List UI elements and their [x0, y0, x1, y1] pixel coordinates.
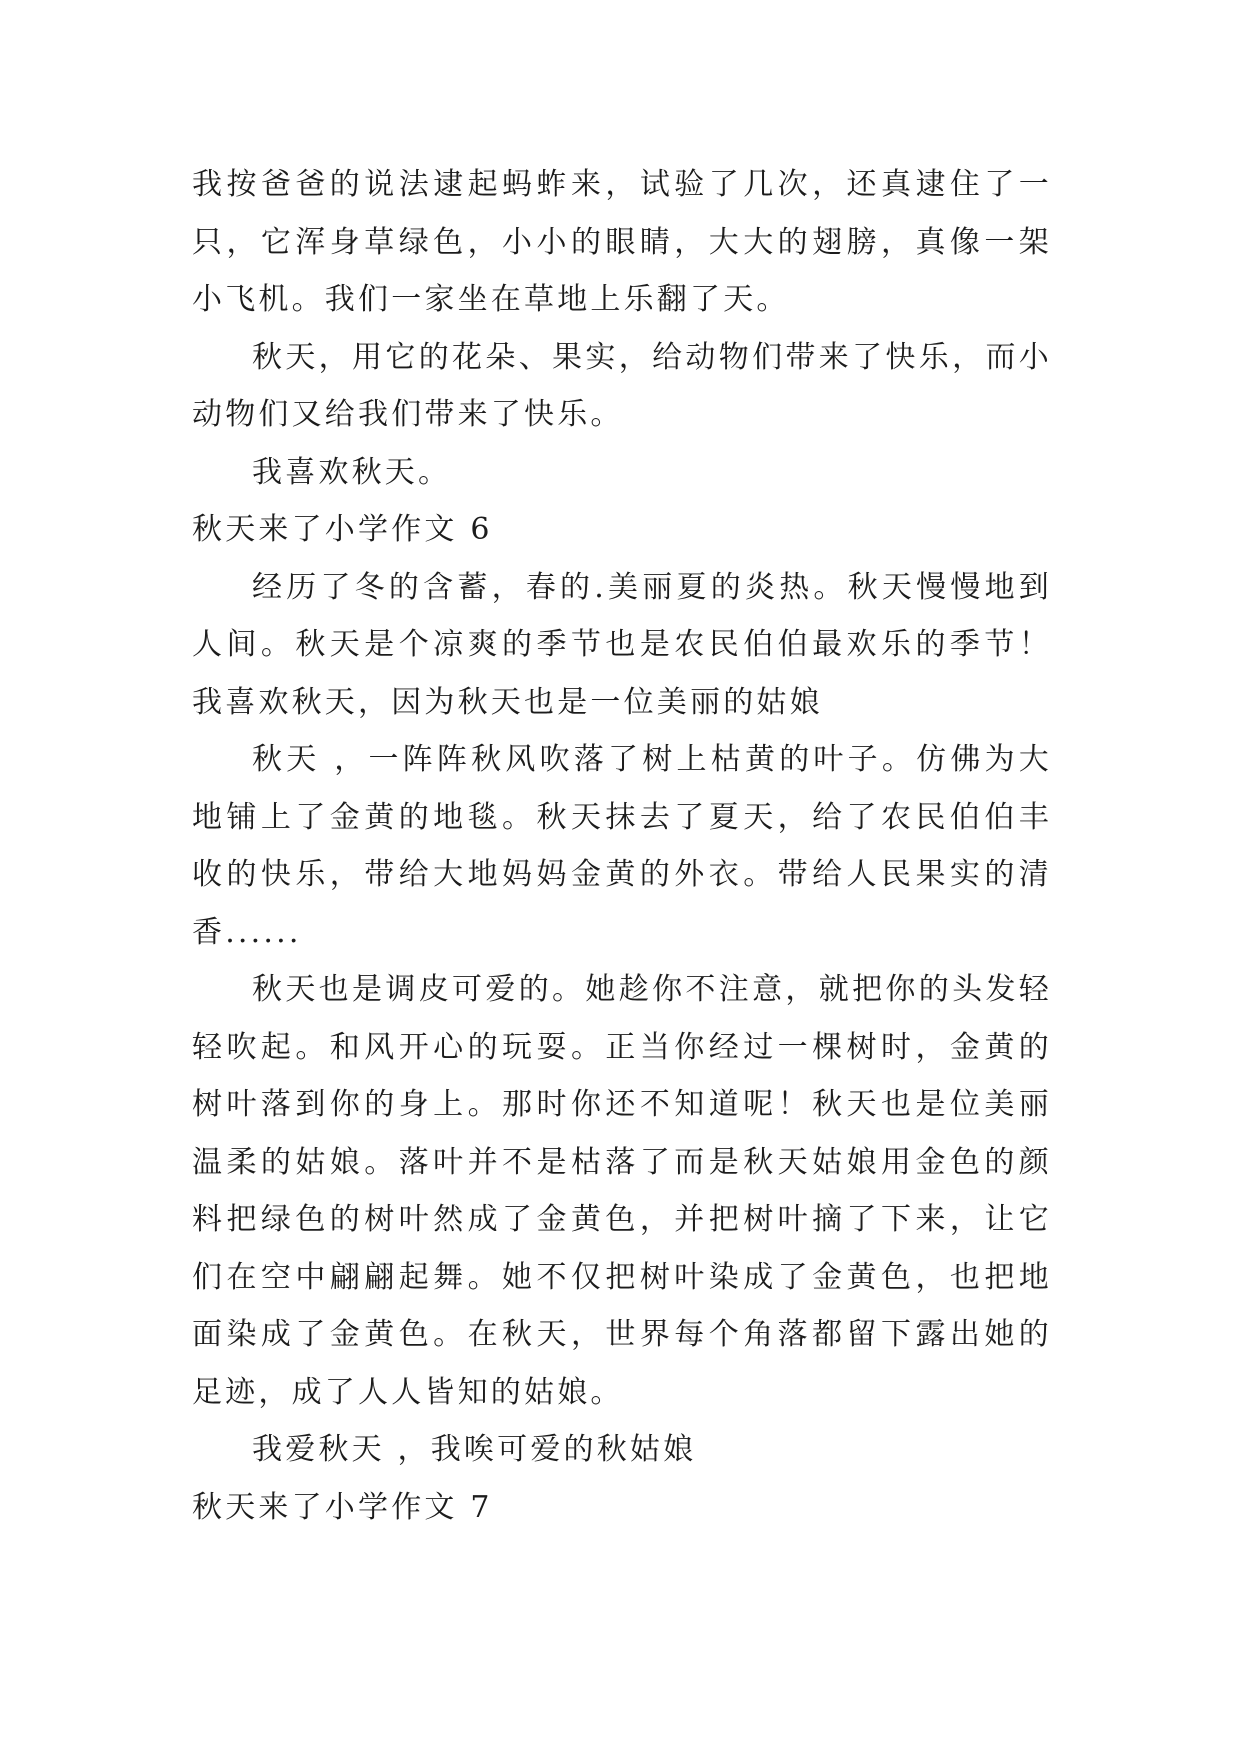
paragraph-grasshopper: 我按爸爸的说法逮起蚂蚱来，试验了几次，还真逮住了一只，它浑身草绿色，小小的眼睛，大大的翅膀，真像一架小飞机。我们一家坐在草地上乐翻了天。: [192, 167, 1052, 317]
paragraph-autumn-joy: 秋天，用它的花朵、果实，给动物们带来了快乐，而小动物们又给我们带来了快乐。: [192, 339, 1052, 432]
section-heading-6: 秋天来了小学作文 6: [192, 512, 493, 547]
paragraph-autumn-wind: 秋天 ，一阵阵秋风吹落了树上枯黄的叶子。仿佛为大地铺上了金黄的地毯。秋天抹去了夏天，给了农民伯伯丰收的快乐，带给大地妈妈金黄的外衣。带给人民果实的清香......: [192, 742, 1052, 950]
paragraph-i-love-autumn: 我爱秋天 ，我唉可爱的秋姑娘: [252, 1432, 697, 1467]
document-body: [192, 156, 1052, 1536]
paragraph-i-like-autumn: 我喜欢秋天。: [252, 454, 452, 490]
paragraph-seasons: 经历了冬的含蓄，春的.美丽夏的炎热。秋天慢慢地到人间。秋天是个凉爽的季节也是农民伯伯最欢乐的季节！我喜欢秋天，因为秋天也是一位美丽的姑娘: [192, 569, 1052, 720]
paragraph-autumn-playful: 秋天也是调皮可爱的。她趁你不注意，就把你的头发轻轻吹起。和风开心的玩耍。正当你经过一棵树时，金黄的树叶落到你的身上。那时你还不知道呢！秋天也是位美丽温柔的姑娘。落叶并不是枯落了而是秋天姑娘用金色的颜料把绿色的树叶然成了金黄色，并把树叶摘了下来，让它们在空中翩翩起舞。她不仅把树叶染成了金黄色，也把地面染成了金黄色。在秋天，世界每个角落都留下露出她的足迹，成了人人皆知的姑娘。: [192, 972, 1052, 1410]
section-heading-7: 秋天来了小学作文 7: [192, 1489, 493, 1525]
